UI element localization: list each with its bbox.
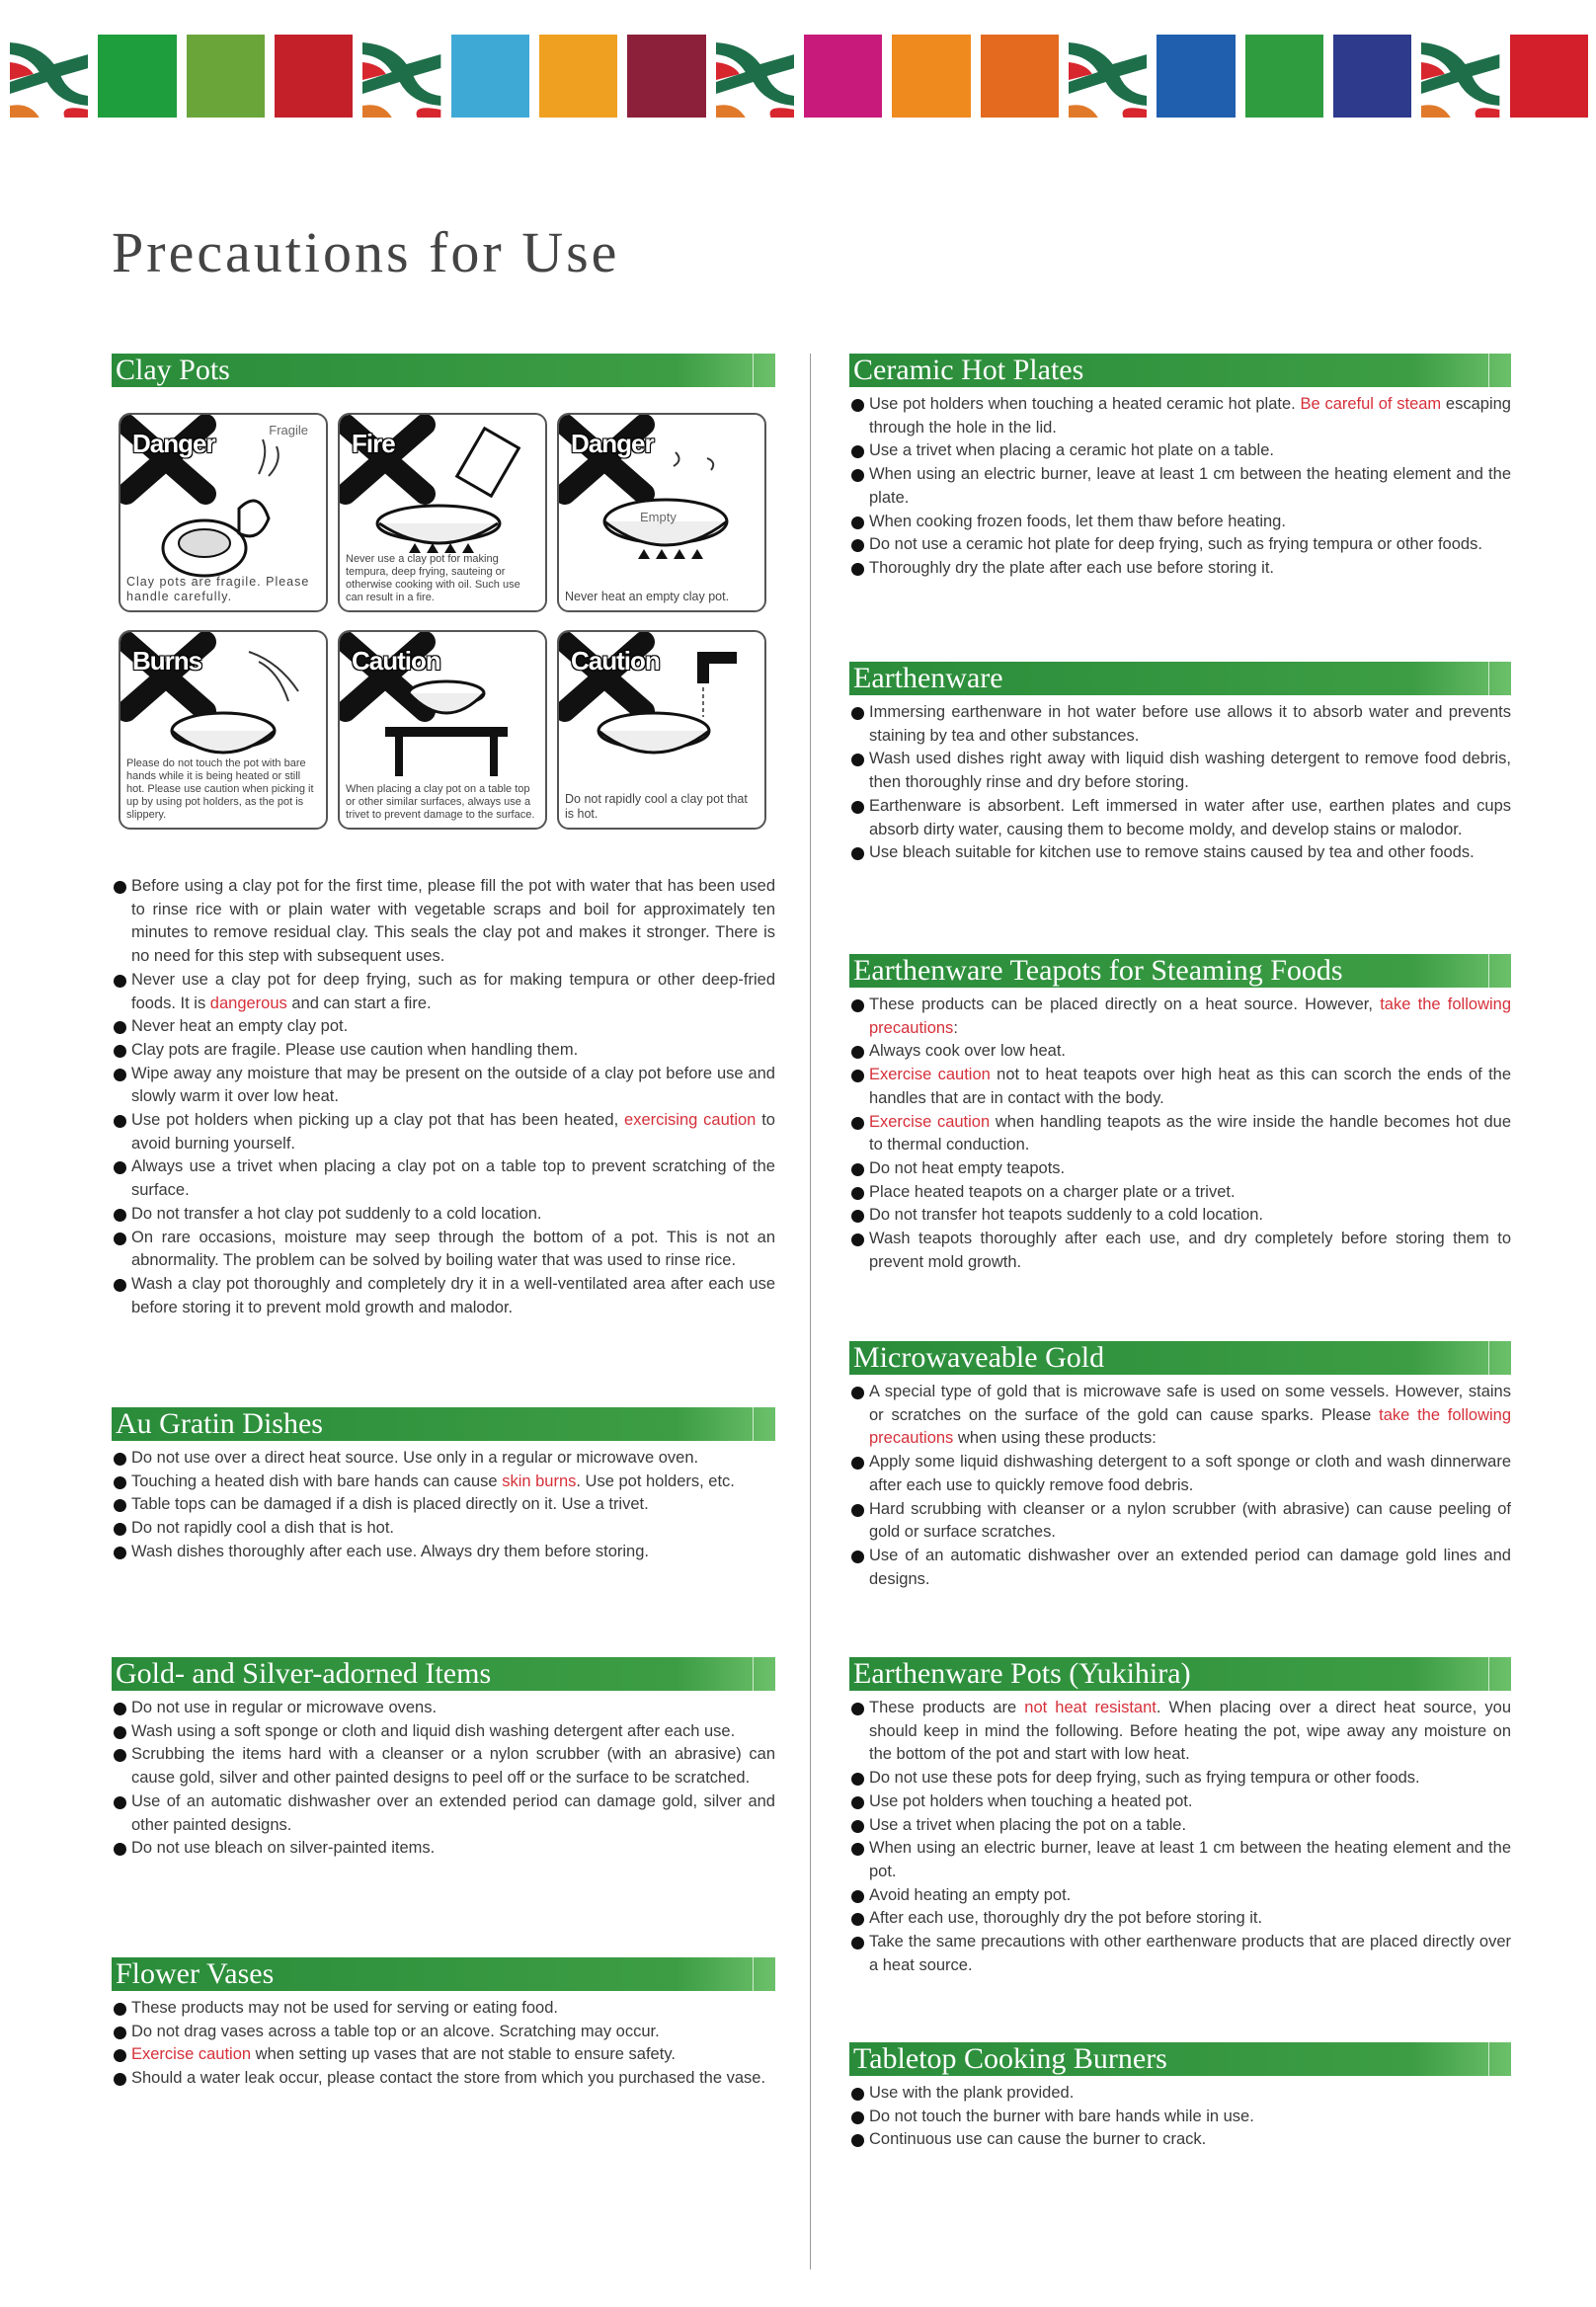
item-text: Use with the plank provided. bbox=[869, 2084, 1075, 2102]
section-teapots bbox=[849, 954, 1511, 1274]
item-text: Do not heat empty teapots. bbox=[869, 1158, 1066, 1177]
panel-caption: Never heat an empty clay pot. bbox=[565, 590, 730, 603]
item-text: Wash using a soft sponge or cloth and liquid dish washing detergent after each use. bbox=[131, 1721, 736, 1740]
color-tile bbox=[627, 35, 705, 118]
item-text: A special type of gold that is microwave safe is used on some vessels. However, stains or scratches on the surface of the gold can cause sparks. Please bbox=[869, 1383, 1511, 1424]
highlight-text: dangerous bbox=[209, 994, 287, 1012]
list-item bbox=[849, 2106, 1511, 2129]
item-text: escaping through the hole in the lid. bbox=[869, 395, 1511, 437]
item-text: Place heated teapots on a charger plate or a trivet. bbox=[869, 1182, 1236, 1201]
item-text: Do not transfer a hot clay pot suddenly to a cold location. bbox=[131, 1204, 542, 1223]
item-text: Do not use bleach on silver-painted items. bbox=[131, 1839, 436, 1858]
brand-wave-icon bbox=[362, 35, 440, 118]
list-item bbox=[849, 994, 1511, 1040]
item-text: After each use, thoroughly dry the pot before storing it. bbox=[869, 1909, 1263, 1928]
section-yukihira bbox=[849, 1657, 1511, 1977]
section-heading: Clay Pots bbox=[112, 354, 775, 387]
item-text: Do not transfer hot teapots suddenly to a cold location. bbox=[869, 1206, 1263, 1225]
list-item bbox=[849, 393, 1511, 439]
item-text: when handling teapots as the wire inside the handle becomes hot due to thermal conduction. bbox=[869, 1112, 1511, 1154]
item-text: : bbox=[953, 1018, 958, 1037]
color-tile-band bbox=[10, 35, 1588, 118]
item-text: When using an electric burner, leave at least 1 cm between the heating element and the pot. bbox=[869, 1839, 1511, 1880]
panel-label: Fragile bbox=[269, 423, 308, 438]
item-text: Do not use a ceramic hot plate for deep frying, such as frying tempura or other foods. bbox=[869, 535, 1482, 554]
item-text: . When placing over a direct heat source, you should keep in mind the following. Before heating the pot, wipe away any moisture on the bottom of the pot and start with low heat. bbox=[869, 1699, 1511, 1764]
highlight-text: Exercise caution bbox=[131, 2045, 252, 2064]
list-item bbox=[112, 1447, 775, 1471]
item-text: Thoroughly dry the plate after each use before storing it. bbox=[869, 558, 1274, 577]
list-item bbox=[849, 463, 1511, 510]
list-item bbox=[112, 1997, 775, 2021]
list-item bbox=[849, 1064, 1511, 1110]
panel-danger-fragile bbox=[119, 413, 328, 612]
item-text: Wash dishes thoroughly after each use. Always dry them before storing. bbox=[131, 1542, 649, 1560]
color-tile bbox=[275, 35, 353, 118]
list-item bbox=[112, 1697, 775, 1720]
list-item bbox=[112, 1039, 775, 1063]
list-item bbox=[849, 557, 1511, 581]
section-gold-silver bbox=[112, 1657, 775, 1861]
item-text: when using these products: bbox=[953, 1429, 1157, 1448]
panel-danger-empty bbox=[557, 413, 766, 612]
color-tile bbox=[981, 35, 1059, 118]
color-tile bbox=[98, 35, 176, 118]
panel-badge: Fire bbox=[352, 429, 395, 458]
ceramic-hot-plates-list bbox=[849, 393, 1511, 581]
brand-wave-icon bbox=[10, 35, 88, 118]
item-text: When cooking frozen foods, let them thaw before heating. bbox=[869, 512, 1286, 530]
list-item bbox=[849, 1181, 1511, 1205]
item-text: Always use a trivet when placing a clay pot on a table top to prevent scratching of the surface. bbox=[131, 1157, 775, 1200]
list-item bbox=[849, 1884, 1511, 1908]
list-item bbox=[112, 1063, 775, 1109]
section-ceramic-hot-plates bbox=[849, 354, 1511, 581]
list-item bbox=[112, 2043, 775, 2067]
list-item bbox=[849, 795, 1511, 841]
item-text: When using an electric burner, leave at least 1 cm between the heating element and the plate. bbox=[869, 465, 1511, 507]
list-item bbox=[849, 1814, 1511, 1838]
list-item bbox=[849, 1545, 1511, 1591]
list-item bbox=[849, 2128, 1511, 2152]
list-item bbox=[112, 2067, 775, 2091]
list-item bbox=[112, 2021, 775, 2044]
item-text: Scrubbing the items hard with a cleanser or a nylon scrubber (with an abrasive) can cause gold, silver and other painted designs to peel off or the surface to be scratched. bbox=[131, 1745, 775, 1788]
item-text: Do not use over a direct heat source. Use only in a regular or microwave oven. bbox=[131, 1449, 699, 1467]
item-text: Wipe away any moisture that may be present on the outside of a clay pot before use and slowly warm it over low heat. bbox=[131, 1064, 775, 1106]
list-item bbox=[112, 1720, 775, 1744]
list-item bbox=[849, 511, 1511, 534]
list-item bbox=[849, 2082, 1511, 2106]
item-text: Continuous use can cause the burner to crack. bbox=[869, 2130, 1207, 2149]
list-item bbox=[849, 1204, 1511, 1228]
section-heading: Tabletop Cooking Burners bbox=[849, 2042, 1511, 2076]
item-text: Use pot holders when touching a heated ceramic hot plate. bbox=[869, 395, 1301, 413]
list-item bbox=[849, 1697, 1511, 1767]
list-item bbox=[849, 748, 1511, 794]
item-text: Wash used dishes right away with liquid dish washing detergent to remove food debris, then thoroughly rinse and dry before storing. bbox=[869, 750, 1511, 792]
item-text: Use a trivet when placing a ceramic hot plate on a table. bbox=[869, 441, 1274, 460]
list-item bbox=[849, 533, 1511, 557]
list-item bbox=[849, 1931, 1511, 1977]
item-text: Wash a clay pot thoroughly and completely dry it in a well-ventilated area after each use before storing it to prevent mold growth and malodor. bbox=[131, 1274, 775, 1316]
panel-burns bbox=[119, 630, 328, 830]
list-item bbox=[849, 1228, 1511, 1274]
item-text: Before using a clay pot for the first time, please fill the pot with water that has been used to rinse rice with or plain water with vegetable scraps and boil for approximately ten minutes to remove residual clay. This seals the clay pot and makes it stronger. There is no need for this step with subsequent uses. bbox=[131, 877, 775, 966]
item-text: and can start a fire. bbox=[286, 994, 432, 1012]
panel-caption: Never use a clay pot for making tempura, deep frying, sauteing or otherwise cooking with oil. Such use can result in a fire. bbox=[346, 553, 520, 603]
section-earthenware bbox=[849, 662, 1511, 865]
highlight-text: exercising caution bbox=[624, 1111, 757, 1130]
list-item bbox=[112, 1471, 775, 1494]
list-item bbox=[112, 1493, 775, 1517]
item-text: Should a water leak occur, please contact the store from which you purchased the vase. bbox=[131, 2069, 766, 2088]
section-heading: Earthenware Pots (Yukihira) bbox=[849, 1657, 1511, 1691]
flower-vases-list bbox=[112, 1997, 775, 2091]
item-text: These products may not be used for serving or eating food. bbox=[131, 1999, 558, 2017]
list-item bbox=[849, 1381, 1511, 1451]
list-item bbox=[112, 1203, 775, 1227]
item-text: when setting up vases that are not stable to ensure safety. bbox=[251, 2045, 676, 2064]
yukihira-list bbox=[849, 1697, 1511, 1977]
list-item bbox=[849, 1157, 1511, 1181]
teapots-list bbox=[849, 994, 1511, 1274]
panel-badge: Caution bbox=[571, 646, 660, 676]
panel-label: Empty bbox=[640, 510, 677, 524]
list-item bbox=[112, 1743, 775, 1790]
list-item bbox=[849, 701, 1511, 748]
highlight-text: skin burns bbox=[502, 1472, 577, 1490]
item-text: Use bleach suitable for kitchen use to remove stains caused by tea and other foods. bbox=[869, 843, 1475, 862]
highlight-text: take the following precautions bbox=[869, 995, 1511, 1037]
microwave-gold-list bbox=[849, 1381, 1511, 1591]
list-item bbox=[849, 1790, 1511, 1814]
section-heading: Earthenware bbox=[849, 662, 1511, 695]
item-text: Avoid heating an empty pot. bbox=[869, 1885, 1072, 1904]
panel-caution-table bbox=[338, 630, 547, 830]
color-tile bbox=[1245, 35, 1323, 118]
list-item bbox=[112, 1155, 775, 1202]
highlight-text: not heat resistant bbox=[1024, 1699, 1157, 1716]
au-gratin-list bbox=[112, 1447, 775, 1564]
list-item bbox=[849, 841, 1511, 865]
section-flower-vases bbox=[112, 1957, 775, 2091]
item-text: Take the same precautions with other earthenware products that are placed directly over a heat source. bbox=[869, 1933, 1511, 1974]
page-title: Precautions for Use bbox=[112, 220, 620, 284]
earthenware-list bbox=[849, 701, 1511, 865]
section-burners bbox=[849, 2042, 1511, 2152]
list-item bbox=[112, 1227, 775, 1273]
list-item bbox=[849, 1837, 1511, 1883]
list-item bbox=[112, 1541, 775, 1564]
gold-silver-list bbox=[112, 1697, 775, 1861]
panel-caution-cool bbox=[557, 630, 766, 830]
color-tile bbox=[1510, 35, 1588, 118]
section-heading: Au Gratin Dishes bbox=[112, 1407, 775, 1441]
list-item bbox=[112, 1837, 775, 1861]
item-text: Use of an automatic dishwasher over an extended period can damage gold lines and designs. bbox=[869, 1546, 1511, 1588]
color-tile bbox=[1157, 35, 1235, 118]
section-au-gratin bbox=[112, 1407, 775, 1564]
item-text: These products are bbox=[869, 1699, 1025, 1716]
list-item bbox=[112, 969, 775, 1015]
item-text: On rare occasions, moisture may seep through the bottom of a pot. This is not an abnormality. The problem can be solved by boiling water that was used to rinse rice. bbox=[131, 1228, 775, 1270]
section-heading: Flower Vases bbox=[112, 1957, 775, 1991]
list-item bbox=[849, 1907, 1511, 1931]
item-text: Do not rapidly cool a dish that is hot. bbox=[131, 1519, 394, 1538]
item-text: Table tops can be damaged if a dish is placed directly on it. Use a trivet. bbox=[131, 1495, 649, 1514]
panel-badge: Burns bbox=[132, 646, 202, 676]
panel-badge: Danger bbox=[571, 429, 654, 458]
section-clay-pots bbox=[112, 354, 775, 393]
item-text: Earthenware is absorbent. Left immersed in water after use, earthen plates and cups absorb dirty water, causing them to become moldy, and develop stains or malodor. bbox=[869, 796, 1511, 838]
section-microwave-gold bbox=[849, 1341, 1511, 1591]
list-item bbox=[849, 1111, 1511, 1157]
section-heading: Earthenware Teapots for Steaming Foods bbox=[849, 954, 1511, 988]
list-item bbox=[849, 1498, 1511, 1545]
item-text: Do not use in regular or microwave ovens. bbox=[131, 1699, 438, 1716]
item-text: Always cook over low heat. bbox=[869, 1042, 1067, 1061]
color-tile bbox=[187, 35, 265, 118]
item-text: Hard scrubbing with cleanser or a nylon scrubber (with abrasive) can cause peeling of gold or surface scratches. bbox=[869, 1499, 1511, 1542]
color-tile bbox=[892, 35, 970, 118]
item-text: Do not touch the burner with bare hands while in use. bbox=[869, 2107, 1254, 2125]
list-item bbox=[112, 1109, 775, 1155]
warning-panels bbox=[119, 413, 770, 847]
brand-wave-icon bbox=[1421, 35, 1499, 118]
color-tile bbox=[804, 35, 882, 118]
section-clay-pots-list bbox=[112, 875, 775, 1319]
panel-caption: Clay pots are fragile. Please handle carefully. bbox=[126, 575, 310, 603]
list-item bbox=[112, 1273, 775, 1319]
list-item bbox=[849, 439, 1511, 463]
color-tile bbox=[451, 35, 529, 118]
item-text: Immersing earthenware in hot water before use allows it to absorb water and prevents staining by tea and other substances. bbox=[869, 703, 1511, 745]
panel-fire bbox=[338, 413, 547, 612]
item-text: Apply some liquid dishwashing detergent to a soft sponge or cloth and wash dinnerware after each use to quickly remove food debris. bbox=[869, 1453, 1511, 1494]
item-text: Never heat an empty clay pot. bbox=[131, 1017, 349, 1036]
section-heading: Gold- and Silver-adorned Items bbox=[112, 1657, 775, 1691]
item-text: Use of an automatic dishwasher over an extended period can damage gold, silver and other painted designs. bbox=[131, 1791, 775, 1834]
item-text: These products can be placed directly on a heat source. However, bbox=[869, 995, 1381, 1013]
item-text: not to heat teapots over high heat as this can scorch the ends of the handles that are in contact with the body. bbox=[869, 1066, 1512, 1107]
item-text: Use pot holders when touching a heated pot. bbox=[869, 1791, 1193, 1810]
panel-caption: Do not rapidly cool a clay pot that is hot. bbox=[565, 792, 748, 821]
list-item bbox=[112, 1517, 775, 1541]
list-item bbox=[849, 1767, 1511, 1790]
item-text: to avoid burning yourself. bbox=[131, 1111, 775, 1153]
color-tile bbox=[539, 35, 617, 118]
column-divider bbox=[810, 354, 811, 2269]
panel-badge: Caution bbox=[352, 646, 440, 676]
item-text: Touching a heated dish with bare hands can cause bbox=[131, 1472, 503, 1490]
item-text: . Use pot holders, etc. bbox=[576, 1472, 735, 1490]
highlight-text: Exercise caution bbox=[869, 1066, 991, 1084]
highlight-text: Be careful of steam bbox=[1300, 395, 1442, 413]
clay-pots-list bbox=[112, 875, 775, 1319]
highlight-text: Exercise caution bbox=[869, 1112, 991, 1131]
item-text: Do not drag vases across a table top or an alcove. Scratching may occur. bbox=[131, 2022, 660, 2040]
section-heading: Microwaveable Gold bbox=[849, 1341, 1511, 1375]
item-text: Clay pots are fragile. Please use caution when handling them. bbox=[131, 1040, 579, 1059]
list-item bbox=[849, 1040, 1511, 1064]
burners-list bbox=[849, 2082, 1511, 2152]
list-item bbox=[112, 1015, 775, 1039]
panel-caption: Please do not touch the pot with bare hands while it is being heated or still hot. Please use caution when picking it up by using pot holders, as the pot is slippery. bbox=[126, 757, 314, 821]
item-text: Never use a clay pot for deep frying, such as for making tempura or other deep-fried foods. It is bbox=[131, 970, 775, 1012]
list-item bbox=[112, 1790, 775, 1837]
brand-wave-icon bbox=[716, 35, 794, 118]
item-text: Use pot holders when picking up a clay pot that has been heated, bbox=[131, 1111, 625, 1130]
item-text: Wash teapots thoroughly after each use, and dry completely before storing them to prevent mold growth. bbox=[869, 1230, 1511, 1271]
item-text: Do not use these pots for deep frying, such as frying tempura or other foods. bbox=[869, 1769, 1420, 1788]
panel-caption: When placing a clay pot on a table top or other similar surfaces, always use a trivet to prevent damage to the surface. bbox=[346, 783, 535, 821]
item-text: Use a trivet when placing the pot on a table. bbox=[869, 1815, 1187, 1834]
list-item bbox=[849, 1451, 1511, 1497]
list-item bbox=[112, 875, 775, 969]
section-heading: Ceramic Hot Plates bbox=[849, 354, 1511, 387]
brand-wave-icon bbox=[1069, 35, 1147, 118]
color-tile bbox=[1333, 35, 1411, 118]
highlight-text: take the following precautions bbox=[869, 1405, 1511, 1448]
panel-badge: Danger bbox=[132, 429, 215, 458]
